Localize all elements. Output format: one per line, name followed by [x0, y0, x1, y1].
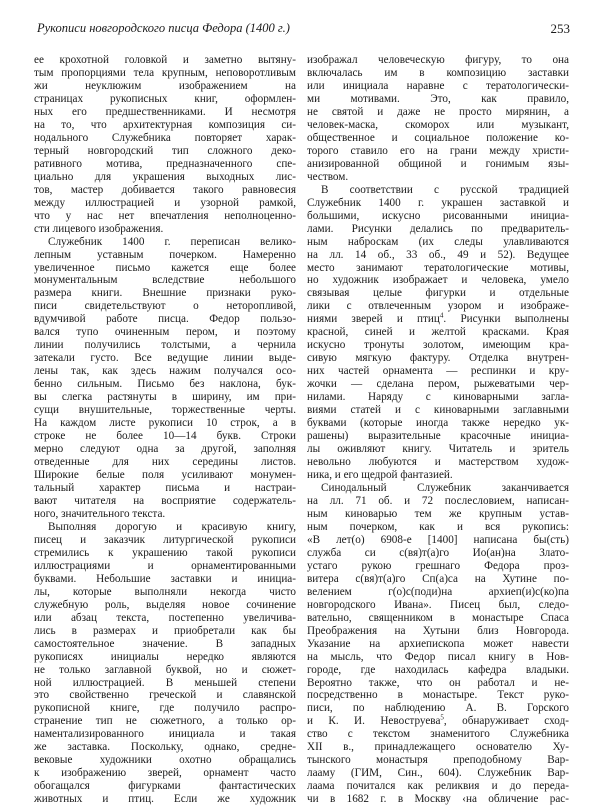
text-line-content: лааму (ГИМ, Син., 604). Служебник Вар- [307, 767, 569, 780]
text-line [307, 495, 569, 508]
text-line-content: циально для украшения выходных лис- [34, 170, 296, 183]
text-line-content: невольно любуются и мастерством худож- [307, 456, 569, 469]
text-line [307, 534, 569, 547]
text-line [34, 80, 296, 93]
text-line [34, 638, 296, 651]
text-line [34, 677, 296, 690]
text-line [307, 119, 569, 132]
text-line [34, 262, 296, 275]
text-line [307, 677, 569, 690]
text-line-content: на лл. 71 об. и 72 послесловием, написан- [307, 494, 569, 507]
text-line-content: ным почерком, как и вся рукопись: [307, 520, 569, 533]
text-line-content: них частей орнамента — респинки и кру- [307, 365, 569, 378]
text-line-content: писи, по наблюдению А. В. Горского [307, 702, 569, 715]
text-line-content: большими, искусно рисованными инициа- [307, 209, 569, 222]
text-line [34, 158, 296, 171]
text-line [307, 482, 569, 495]
text-line-content: связывая целые фигурки и отдельные [307, 287, 569, 300]
text-line [34, 274, 296, 287]
text-line-content: сти лицевого изображения. [34, 222, 164, 235]
text-line [307, 689, 569, 702]
text-line [34, 599, 296, 612]
text-line-content: ной иллюстрацией. В меньшей степени [34, 676, 296, 689]
text-line-content: но художник изображает и человека, умело [307, 274, 569, 287]
text-line [34, 404, 296, 417]
text-line [34, 352, 296, 365]
text-line-content: место занимают тератологические мотивы, [307, 261, 569, 274]
text-line-content: ного, значительного текста. [34, 507, 166, 520]
text-line [34, 456, 296, 469]
text-line-continuation: , обнаруживает сход- [443, 715, 569, 728]
text-line [307, 391, 569, 404]
text-line-content: Синодальный Служебник заканчивается [321, 481, 569, 494]
text-line [34, 378, 296, 391]
text-line [307, 664, 569, 677]
text-line [307, 93, 569, 106]
text-line [34, 197, 296, 210]
text-line [307, 287, 569, 300]
text-line-content: Служебник 1400 г. украшен заставкой и [307, 196, 569, 209]
text-line [34, 184, 296, 197]
text-line [307, 378, 569, 391]
text-line-content: терный новгородский тип сложного деко- [34, 144, 296, 157]
text-line-content: вы слегка растянуты в ширину, им при- [34, 391, 296, 404]
text-line [307, 365, 569, 378]
text-line [307, 625, 569, 638]
text-line-content: ным киноварью тем же крупным устав- [307, 507, 569, 520]
text-line-content: ных его предшественниками. И несмотря [34, 105, 296, 118]
text-line [307, 54, 569, 67]
text-line [34, 430, 296, 443]
text-line [34, 119, 296, 132]
page-header [37, 21, 570, 39]
text-line-content: общественное и социальное положение ко- [307, 131, 569, 144]
text-line-content: красной, синей и желтой красками. Края [307, 326, 569, 339]
text-line-content: тальный характер письма и настраи- [34, 481, 296, 494]
text-line-content: включалась им в композицию заставки [307, 66, 569, 79]
text-line-content: ее крохотной головкой и заметно вытяну- [34, 54, 296, 66]
text-line [34, 171, 296, 184]
text-line-content: тынского монастыря преподобному Вар- [307, 754, 569, 767]
text-line [34, 300, 296, 313]
text-line [34, 145, 296, 158]
text-line [307, 508, 569, 521]
text-line-content: самостоятельное значение. В западных [34, 637, 296, 650]
text-line-continuation: . Рисунки выполнены [443, 313, 569, 326]
text-line [34, 689, 296, 702]
text-line [307, 573, 569, 586]
text-line [307, 638, 569, 651]
text-line-content: вдумчивой работе писца. Федор пользо- [34, 313, 296, 326]
text-line-content: или абзац текста, постепенно увеличива- [34, 611, 296, 624]
text-line-content: торого ставило его на грани между христи- [307, 144, 569, 157]
text-line [307, 560, 569, 573]
footnote-marker: 5 [440, 713, 444, 722]
text-line-content: нилами. Наряду с киноварными загла- [307, 391, 569, 404]
text-line [307, 521, 569, 534]
text-line-content: строке не более 10—14 букв. Строки [34, 430, 296, 443]
text-line-content: устаго рукою грешнаго Федора проз- [307, 559, 569, 572]
text-line-content: животных и птиц. Если же художник [34, 793, 296, 806]
text-line [307, 106, 569, 119]
text-line-content: на мысль, что Федор писал книгу в Нов- [307, 650, 569, 663]
text-line [307, 300, 569, 313]
text-line [34, 793, 296, 806]
text-line-content: писи свидетельствуют о неторопливой, [34, 300, 296, 313]
text-line [34, 780, 296, 793]
text-line [34, 547, 296, 560]
text-line-content: ство с текстом знаменитого Служебника [307, 728, 569, 741]
text-line-content: буквами. Небольшие заставки и инициа- [34, 572, 296, 585]
text-line-content: лаама почитался как реликвия и до переда- [307, 780, 569, 793]
text-line [34, 287, 296, 300]
text-line [307, 767, 569, 780]
text-line [307, 469, 569, 482]
text-line-content: лись в размерах и приобретали как бы [34, 624, 296, 637]
text-line [34, 54, 296, 67]
text-line [307, 171, 569, 184]
text-line-content: Широкие белые поля усиливают монумен- [34, 469, 296, 481]
text-line [34, 754, 296, 767]
text-line [307, 741, 569, 754]
text-line-content: сивую мягкую фактуру. Отделка внутрен- [307, 352, 569, 365]
text-line-content: изображал человеческую фигуру, то она [307, 54, 569, 66]
text-line [307, 404, 569, 417]
text-line-content: что у нас нет впечатления неполноценно- [34, 209, 296, 222]
text-line-content: городе, где находилась кафедра владыки. [307, 663, 569, 676]
text-line [307, 612, 569, 625]
text-line-content: увеличенное письмо кажется еще более [34, 261, 296, 274]
text-line [34, 67, 296, 80]
text-line-content: сущи внушительные, торжественные черты. [34, 404, 296, 417]
text-line [34, 482, 296, 495]
text-line-content: наментализированного инициала и такая [34, 728, 296, 741]
text-line [34, 586, 296, 599]
text-line-content: тым пропорциями тела крупным, неповоротливым [34, 66, 296, 79]
text-line-content: ниями зверей и птиц [307, 313, 440, 326]
text-line [307, 197, 569, 210]
text-line-content: вался тупо очиненным пером, и поэтому [34, 326, 296, 339]
text-line-content: витера с(вя)т(а)го Сп(а)са на Хутине по- [307, 572, 569, 585]
text-line-content: лами. Рисунки делались по предваритель- [307, 222, 569, 235]
text-line-content: рукописной книге, где получило распро- [34, 702, 296, 715]
text-line-content: бенно сильным. Письмо без наклона, бук- [34, 378, 296, 391]
text-line-content: велением г(о)с(поди)на архиеп(и)с(ко)па [307, 585, 569, 598]
text-line-content: буквами (которые иногда также нередко ук- [307, 417, 569, 430]
text-line [307, 352, 569, 365]
text-line [307, 313, 569, 326]
text-line-content: Выполняя дорогую и красивую книгу, [48, 520, 296, 533]
text-line-content: затекали густо. Все ведущие линии выде- [34, 352, 296, 365]
text-line-content: ника, и его щедрой фантазией. [307, 469, 453, 481]
text-line-content: ративного мотива, предназначенного спе- [34, 157, 296, 170]
text-line-content: служба си с(вя)т(а)го Ио(ан)на Злато- [307, 546, 569, 559]
right-text-column [307, 54, 569, 806]
text-line [34, 715, 296, 728]
text-line [34, 236, 296, 249]
text-line [307, 586, 569, 599]
text-line [307, 430, 569, 443]
text-line [34, 313, 296, 326]
text-line-content: лепным уставным почерком. Намеренно [34, 248, 296, 261]
text-line [307, 145, 569, 158]
text-line [307, 80, 569, 93]
text-line [34, 728, 296, 741]
text-line-content: монументальным вследствие небольшого [34, 274, 296, 287]
text-line-content: страницах рукописных книг, оформлен- [34, 92, 296, 105]
text-line [34, 508, 296, 521]
text-line-content: Служебник 1400 г. переписан велико- [48, 235, 296, 248]
text-line [307, 184, 569, 197]
text-line [34, 326, 296, 339]
text-line-content: отведенные для них середины листов. [34, 456, 296, 469]
text-line [34, 417, 296, 430]
text-line [34, 741, 296, 754]
text-line-content: не только заглавной буквой, но и сюжет- [34, 663, 296, 676]
text-line [307, 210, 569, 223]
text-line [307, 599, 569, 612]
text-line-content: тов, мастер добивается такого равновесия [34, 183, 296, 196]
text-line [307, 651, 569, 664]
text-line [34, 93, 296, 106]
text-line [34, 339, 296, 352]
text-line-content: посредственно в монастыре. Текст руко- [307, 689, 569, 702]
text-line [307, 793, 569, 806]
text-line [34, 132, 296, 145]
text-line [307, 728, 569, 741]
text-line-content: иллюстрациями и орнаментированными [34, 559, 296, 572]
text-line [307, 223, 569, 236]
text-line [307, 236, 569, 249]
text-line [34, 573, 296, 586]
text-line-content: лики с отвлеченным узором и изображе- [307, 300, 569, 313]
text-line-content: это свойственно греческой и славянской [34, 689, 296, 702]
text-line-content: и К. И. Невоструева [307, 715, 441, 728]
text-line-content: или инициала наравне с тератологически- [307, 79, 569, 92]
text-line [34, 391, 296, 404]
text-line [307, 443, 569, 456]
text-line-content: вековые художники охотно обращались [34, 754, 296, 767]
text-line-content: XII в., принадлежащего основателю Ху- [307, 741, 569, 754]
text-line [307, 274, 569, 287]
text-line [34, 664, 296, 677]
text-line [307, 456, 569, 469]
text-line [34, 106, 296, 119]
text-line [34, 612, 296, 625]
text-line [307, 249, 569, 262]
text-line-content: же заставка. Поскольку, однако, средне- [34, 741, 296, 754]
text-line-content: На каждом листе рукописи 10 строк, а в [34, 417, 296, 430]
text-line-content: лы оживляют книгу. Читатель и зритель [307, 443, 569, 456]
text-line [34, 534, 296, 547]
text-line [34, 249, 296, 262]
text-line-content: размера книги. Внешние признаки руко- [34, 287, 296, 300]
text-line-content: линии получились толстыми, а чернила [34, 339, 296, 352]
text-line [307, 339, 569, 352]
text-line [307, 547, 569, 560]
text-line-content: лены так, как здесь нажим получался осо- [34, 365, 296, 378]
text-line [307, 780, 569, 793]
text-line [34, 443, 296, 456]
text-line [34, 625, 296, 638]
running-title: Рукописи новгородского писца Федора (1400 г.) [37, 21, 290, 35]
text-line [34, 495, 296, 508]
text-line [307, 754, 569, 767]
text-line-content: новгородского Ивана». Писец был, следо- [307, 598, 569, 611]
text-line-content: ным наброскам (их следы улавливаются [307, 235, 569, 248]
text-line-content: не святой и даже не просто мирянин, а [307, 105, 569, 118]
text-line-content: искусно тронуты золотом, имеющим кра- [307, 339, 569, 352]
text-line-content: вают читателя на восприятие содержатель- [34, 494, 296, 507]
text-line [34, 365, 296, 378]
text-line-content: чи в 1682 г. в Москву ‹на обличение рас- [307, 793, 569, 806]
text-line [307, 132, 569, 145]
text-line-content: между иллюстрацией и узорной рамкой, [34, 196, 296, 209]
text-line-content: жочки — сделана пером, рыжеватыми чер- [307, 378, 569, 391]
text-line-content: на лл. 14 об., 33 об., 49 и 52). Ведущее [307, 248, 569, 261]
text-line-content: Вероятно также, что он работал и не- [307, 676, 569, 689]
text-line-content: виями статей и с киноварными заглавными [307, 404, 569, 417]
text-line-content: Указание на архиепископа может навести [307, 637, 569, 650]
text-line-content: жи неуклюжим изображением на [34, 79, 296, 92]
footnote-marker: 4 [439, 311, 444, 320]
text-line-content: стремились к украшению такой рукописи [34, 546, 296, 559]
text-line-content: В соответствии с русской традицией [321, 183, 569, 196]
text-line [34, 702, 296, 715]
text-line-content: рукописях инициалы нередко являются [34, 650, 296, 663]
text-line [307, 715, 569, 728]
text-line-content: писец и заказчик литургической рукописи [34, 533, 296, 546]
text-line-content: чеством. [307, 170, 349, 183]
page-number: 253 [550, 21, 570, 36]
text-line-content: анизированной общиной и гонимым язы- [307, 157, 569, 170]
text-line-content: «В лет(о) 6908-е [1400] написана бы(сть) [307, 533, 569, 546]
text-line-content: служебную роль, выделяя новое сочинение [34, 598, 296, 611]
text-line [307, 326, 569, 339]
text-line [307, 702, 569, 715]
text-line-content: на то, что архитектурная композиция си- [34, 118, 296, 131]
text-line-content: мерно следуют одна за другой, заполняя [34, 443, 296, 456]
text-line [34, 210, 296, 223]
left-text-column [34, 54, 296, 806]
text-line [34, 767, 296, 780]
text-line [307, 67, 569, 80]
text-line [34, 651, 296, 664]
text-line [307, 262, 569, 275]
text-line-content: лы, которые выполняли некогда чисто [34, 585, 296, 598]
text-line-content: обогащался фигурками фантастических [34, 780, 296, 793]
text-line-content: странение тип не сюжетного, а только ор- [34, 715, 296, 728]
text-line [34, 469, 296, 482]
text-line-content: ми мотивами. Это, как правило, [307, 92, 569, 105]
text-line [307, 158, 569, 171]
text-line-content: нодального Служебника повторяет харак- [34, 131, 296, 144]
text-line-content: к изображению зверей, орнамент часто [34, 767, 296, 780]
text-line [307, 417, 569, 430]
text-line-content: Преображения на Хутыни близ Новгорода. [307, 624, 569, 637]
text-line-content: рашены) выразительные красочные инициа- [307, 430, 569, 443]
text-line [34, 223, 296, 236]
text-line-content: вательно, священником в монастыре Спаса [307, 611, 569, 624]
text-line [34, 560, 296, 573]
text-line [34, 521, 296, 534]
text-line-content: человек-маска, скоморох или музыкант, [307, 118, 569, 131]
